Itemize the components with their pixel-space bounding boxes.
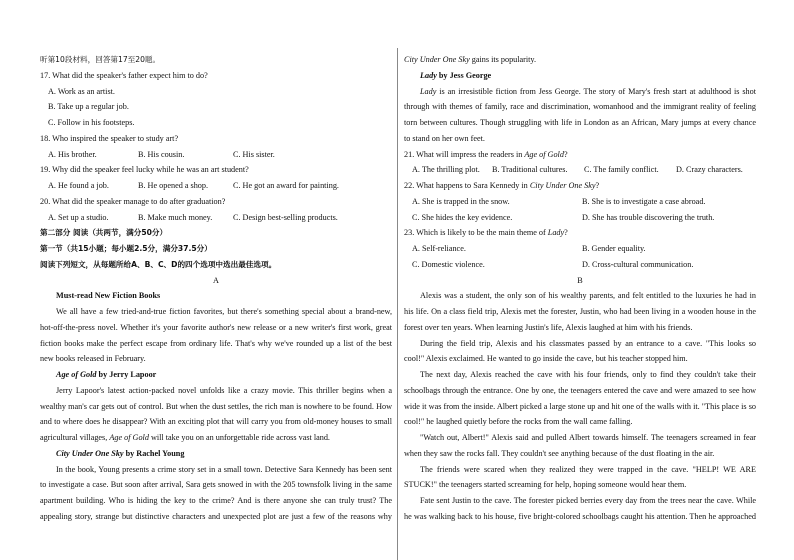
q22-title: City Under One Sky bbox=[529, 181, 596, 190]
passage-b-line: "Watch out, Albert!" Alexis said and pulled Albert towards himself. The teenagers screamed in fear bbox=[420, 433, 756, 442]
q19-option-b: B. He opened a shop. bbox=[138, 181, 209, 190]
book1-line: wealthy man's car gets out of control. But when the dust settles, the rich man is nowhere to be found. How bbox=[40, 401, 392, 411]
q23-options-row1 bbox=[404, 241, 756, 257]
passage-b-line: his life. On a class field trip, Alexis met the forester, Justin, who had been living in a wooden house in the bbox=[404, 307, 756, 316]
q20-option-c: C. Design best-selling products. bbox=[233, 212, 338, 222]
question-20: 20. What did the speaker manage to do after graduation? bbox=[40, 196, 226, 206]
book3-first-text: is an irresistible fiction from Jess George. The story of Mary's fresh start at adulthood is shot bbox=[436, 86, 756, 96]
passage-b-line: Fate sent Justin to the cave. The forester picked berries every day from the trees near the cave. While bbox=[420, 496, 756, 505]
book2-line: In the book, Young presents a crime story set in a small town. Detective Sara Kennedy has been sent bbox=[56, 464, 392, 474]
q18-option-a: A. His brother. bbox=[48, 149, 97, 159]
q21-option-c: C. The family conflict. bbox=[584, 165, 659, 175]
left-column bbox=[40, 52, 392, 525]
q23-title: Lady bbox=[547, 228, 565, 238]
q22-options-row2 bbox=[404, 210, 756, 226]
passage-b-line: schoolbags through the entrance. One by one, the teenagers entered the cave and were amazed to see how bbox=[404, 385, 756, 395]
q23-suffix: ? bbox=[564, 228, 568, 238]
book3-heading bbox=[404, 68, 756, 84]
reading-instruction: 阅读下列短文，从每题所给A、B、C、D的四个选项中选出最佳选项。 bbox=[40, 259, 277, 269]
question-21 bbox=[404, 147, 756, 163]
book1-heading bbox=[40, 367, 392, 383]
passage-b-line: STUCK!" the teenagers started screaming for help, hoping someone would hear them. bbox=[404, 480, 687, 490]
part-two-heading: 第二部分 阅读（共两节，满分50分） bbox=[40, 228, 168, 238]
q21-option-a: A. The thrilling plot. bbox=[412, 165, 480, 175]
q18-option-c: C. His sister. bbox=[233, 149, 275, 159]
passage-b-line: cool!" Alexis exclaimed. He wanted to go inside the cave, but his teacher stopped him. bbox=[404, 354, 688, 364]
passage-a-letter: A bbox=[213, 275, 219, 285]
book3-line-first bbox=[404, 84, 756, 100]
book3-line: torn between cultures. Though struggling with life in London as an African, Mary jumps at every chance bbox=[404, 118, 756, 127]
q22-prefix: 22. What happens to Sara Kennedy in bbox=[404, 181, 530, 190]
q19-option-a: A. He found a job. bbox=[48, 181, 109, 190]
question-18: 18. Who inspired the speaker to study art? bbox=[40, 133, 179, 143]
book2-line: appealing story, strange but distinctive characters and unexpected plot are just a few of the reasons why bbox=[40, 511, 392, 521]
book1-line: and to where does he disappear? With an exciting plot that will carry you from old-money houses to small bbox=[40, 417, 392, 427]
q21-options bbox=[404, 162, 756, 178]
book1-line: Jerry Lapoor's latest action-packed novel unfolds like a crazy movie. This thriller begins when a bbox=[56, 385, 392, 395]
passage-b-line: The next day, Alexis reached the cave with his four friends, only to find they couldn't take their bbox=[420, 370, 756, 379]
q18-option-b: B. His cousin. bbox=[138, 149, 185, 159]
q19-options bbox=[40, 178, 392, 194]
passage-b-line: The friends were scared when they realized they were trapped in the cave. "HELP! WE ARE bbox=[420, 464, 756, 474]
book1-line-end: will take you on an unforgettable ride across vast land. bbox=[148, 433, 330, 442]
book2-cont-title: City Under One Sky bbox=[404, 55, 470, 64]
q21-option-d: D. Crazy characters. bbox=[676, 165, 743, 175]
q20-options bbox=[40, 210, 392, 226]
q22-option-b: B. She is to investigate a case abroad. bbox=[582, 196, 706, 206]
q17-option-c: C. Follow in his footsteps. bbox=[48, 118, 135, 127]
book1-inline-title: Age of Gold bbox=[109, 433, 149, 442]
book1-author: by Jerry Lapoor bbox=[98, 370, 157, 379]
question-17: 17. What did the speaker's father expect him to do? bbox=[40, 70, 208, 80]
book1-title: Age of Gold bbox=[56, 370, 97, 379]
q20-option-b: B. Make much money. bbox=[138, 212, 213, 222]
passage-a-title: Must-read New Fiction Books bbox=[56, 291, 161, 301]
question-23 bbox=[404, 225, 756, 241]
passage-b-line: he was walking back to his house, five bright-colored schoolbags caught his attention. Then he approached bbox=[404, 511, 756, 521]
question-22 bbox=[404, 178, 756, 194]
book3-inline-title: Lady bbox=[420, 86, 437, 96]
book3-author: by Jess George bbox=[438, 70, 492, 80]
passage-b-line: when they saw the rocks fall. They couldn't see anything because of the dust floating in the air. bbox=[404, 448, 715, 458]
q22-suffix: ? bbox=[595, 181, 600, 190]
book1-line-start: agricultural villages, bbox=[40, 433, 108, 442]
book2-heading bbox=[40, 446, 392, 462]
book2-cont-text: gains its popularity. bbox=[469, 55, 537, 64]
q17-option-b: B. Take up a regular job. bbox=[48, 102, 129, 112]
passage-a-line: We all have a few tried-and-true fiction favorites, but there's something special about a brand-new, bbox=[56, 307, 392, 316]
question-19: 19. Why did the speaker feel lucky while he was an art student? bbox=[40, 165, 249, 175]
passage-b-line: wide it was from the inside. Albert picked a large stone up and hit one of the walls with it. "This place is so bbox=[404, 401, 756, 411]
q18-options bbox=[40, 147, 392, 163]
q17-option-a: A. Work as an artist. bbox=[48, 86, 115, 96]
book3-title: Lady bbox=[420, 70, 437, 80]
book2-title: City Under One Sky bbox=[56, 448, 124, 458]
q21-prefix: 21. What will impress the readers in bbox=[404, 149, 525, 159]
q19-option-c: C. He got an award for painting. bbox=[233, 181, 339, 190]
book2-line: to investigate a case. But soon after arrival, Sara gets snowed in with the 205 townsfolk living in the same bbox=[40, 480, 392, 490]
passage-b-line: cool!" he laughed quietly before the rocks from the wall came falling. bbox=[404, 417, 633, 427]
q20-option-a: A. Set up a studio. bbox=[48, 212, 109, 222]
q21-option-b: B. Traditional cultures. bbox=[492, 165, 568, 175]
q21-suffix: ? bbox=[563, 149, 568, 159]
book3-line: through with themes of family, race and discrimination, womanhood and the immigrant reality of feeling bbox=[404, 102, 756, 112]
q23-options-row2 bbox=[404, 257, 756, 273]
book3-line: to stand on her own feet. bbox=[404, 133, 485, 143]
q23-option-b: B. Gender equality. bbox=[582, 244, 646, 253]
q22-option-a: A. She is trapped in the snow. bbox=[412, 196, 510, 206]
section-one-heading: 第一节（共15小题；每小题2.5分，满分37.5分） bbox=[40, 244, 212, 253]
q23-option-c: C. Domestic violence. bbox=[412, 259, 485, 269]
passage-b-line: During the field trip, Alexis and his classmates passed by an entrance to a cave. "This looks so bbox=[420, 338, 756, 348]
passage-a-line: fiction books make the perfect escape from ordinary life. That's why we've rounded up a list of the best bbox=[40, 338, 392, 348]
passage-a-line: new books released in February. bbox=[40, 354, 146, 364]
q21-title: Age of Gold bbox=[524, 149, 564, 159]
book2-line: apartment building. Who is hiding the key to the crime? And is there anyone she can truly trust? The bbox=[40, 496, 392, 505]
q23-option-a: A. Self-reliance. bbox=[412, 244, 466, 253]
right-column bbox=[404, 52, 756, 525]
passage-b-line: forest over ten years. When learning Justin's life, Alexis laughed at him with his friends. bbox=[404, 322, 693, 332]
listening-intro: 听第10段材料，回答第17至20题。 bbox=[40, 55, 161, 64]
book1-line-last bbox=[40, 430, 392, 446]
book2-author: by Rachel Young bbox=[125, 448, 185, 458]
q22-option-c: C. She hides the key evidence. bbox=[412, 212, 513, 222]
passage-b-letter: B bbox=[577, 275, 583, 285]
passage-b-line: Alexis was a student, the only son of his wealthy parents, and felt entitled to the luxuries he had in bbox=[420, 291, 756, 301]
q22-options-row1 bbox=[404, 194, 756, 210]
book2-continued bbox=[404, 52, 756, 68]
q23-prefix: 23. Which is likely to be the main theme of bbox=[404, 228, 548, 238]
column-divider bbox=[397, 48, 398, 560]
q22-option-d: D. She has trouble discovering the truth. bbox=[582, 212, 715, 222]
passage-a-line: hot-off-the-press novel. Whether it's your favorite author's new release or a new writer's first work, great bbox=[40, 322, 392, 332]
q23-option-d: D. Cross-cultural communication. bbox=[582, 259, 694, 269]
